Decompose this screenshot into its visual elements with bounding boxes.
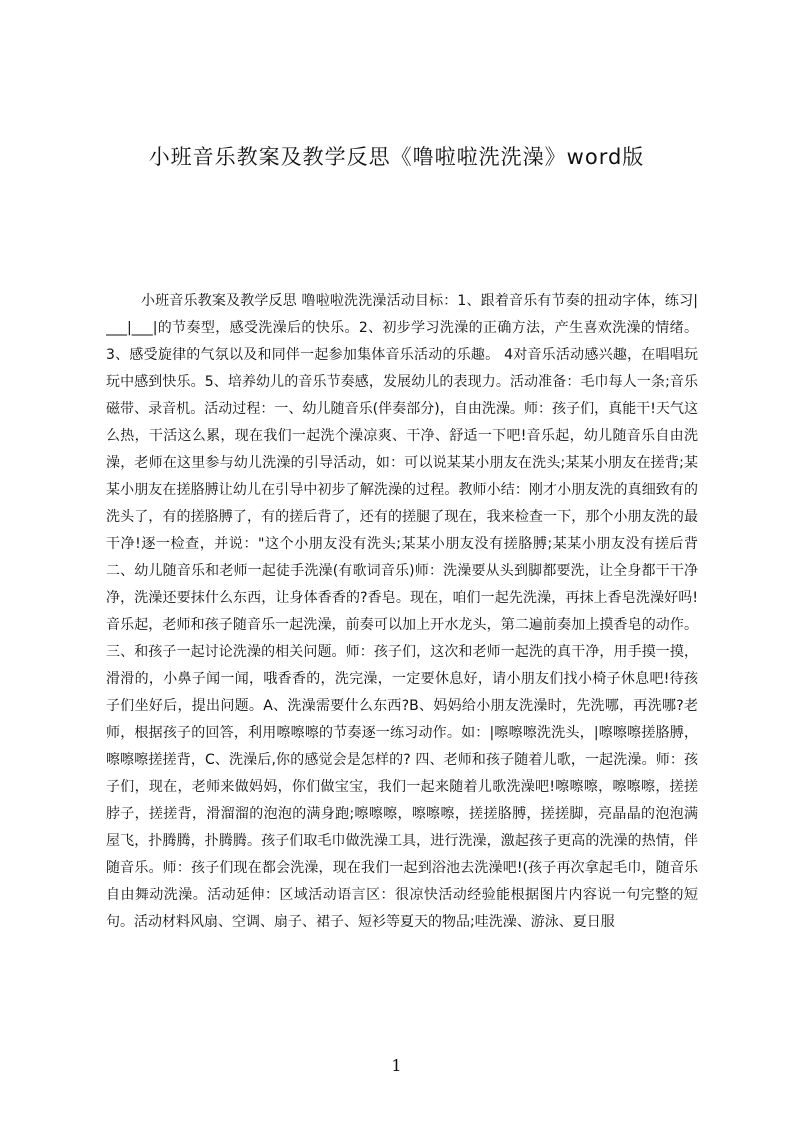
page-number: 1 [391,1056,402,1075]
page-title: 小班音乐教案及教学反思《噜啦啦洗洗澡》word版 [148,145,645,169]
body-paragraph: 小班音乐教案及教学反思 噜啦啦洗洗澡活动目标：1、跟着音乐有节奏的扭动字体，练习|___|___|的节奏型，感受洗澡后的快乐。2、初步学习洗澡的正确方法，产生喜欢洗澡的情绪。3、感受旋律的气氛以及和同伴一起参加集体音乐活动的乐趣。 4对音乐活动感兴趣，在唱唱玩玩中感到快乐。5、培养幼儿的音乐节奏感，发展幼儿的表现力。活动准备：毛巾每人一条;音乐磁带、录音机。活动过程：一、幼儿随音乐(伴奏部分)，自由洗澡。师：孩子们，真能干!天气这么热，干活这么累，现在我们一起洗个澡凉爽、干净、舒适一下吧!音乐起，幼儿随音乐自由洗澡，老师在这里参与幼儿洗澡的引导活动，如：可以说某某小朋友在洗头;某某小朋友在搓背;某某小朋友在搓胳膊让幼儿在引导中初步了解洗澡的过程。教师小结：刚才小朋友洗的真细致有的洗头了，有的搓胳膊了，有的搓后背了，还有的搓腿了现在，我来检查一下，那个小朋友洗的最干净!逐一检查，并说："这个小朋友没有洗头;某某小朋友没有搓胳膊;某某小朋友没有搓后背二、幼儿随音乐和老师一起徒手洗澡(有歌词音乐)师：洗澡要从头到脚都要洗，让全身都干干净净，洗澡还要抹什么东西，让身体香香的?香皂。现在，咱们一起先洗澡，再抹上香皂洗澡好吗!音乐起，老师和孩子随音乐一起洗澡，前奏可以加上开水龙头，第二遍前奏加上摸香皂的动作。三、和孩子一起讨论洗澡的相关问题。师：孩子们，这次和老师一起洗的真干净，用手摸一摸，滑滑的，小鼻子闻一闻，哦香香的，洗完澡，一定要休息好，请小朋友们找小椅子休息吧!待孩子们坐好后，提出问题。A、洗澡需要什么东西?B、妈妈给小朋友洗澡时，先洗哪，再洗哪?老师，根据孩子的回答，利用嚓嚓嚓的节奏逐一练习动作。如：|嚓嚓嚓洗洗头，|嚓嚓嚓搓胳膊，嚓嚓嚓搓搓背，C、洗澡后,你的感觉会是怎样的? 四、老师和孩子随着儿歌，一起洗澡。师：孩子们，现在，老师来做妈妈，你们做宝宝，我们一起来随着儿歌洗澡吧!嚓嚓嚓，嚓嚓嚓，搓搓脖子，搓搓背，滑溜溜的泡泡的满身跑;嚓嚓嚓，嚓嚓嚓，搓搓胳膊，搓搓脚，亮晶晶的泡泡满屋飞，扑腾腾，扑腾腾。孩子们取毛巾做洗澡工具，进行洗澡，激起孩子更高的洗澡的热情，伴随音乐。师：孩子们现在都会洗澡，现在我们一起到浴池去洗澡吧!(孩子再次拿起毛巾，随音乐自由舞动洗澡。活动延伸：区域活动语言区：很凉快活动经验能根据图片内容说一句完整的短句。活动材料风扇、空调、扇子、裙子、短衫等夏天的物品;哇洗澡、游泳、夏日服 [106,293,698,930]
